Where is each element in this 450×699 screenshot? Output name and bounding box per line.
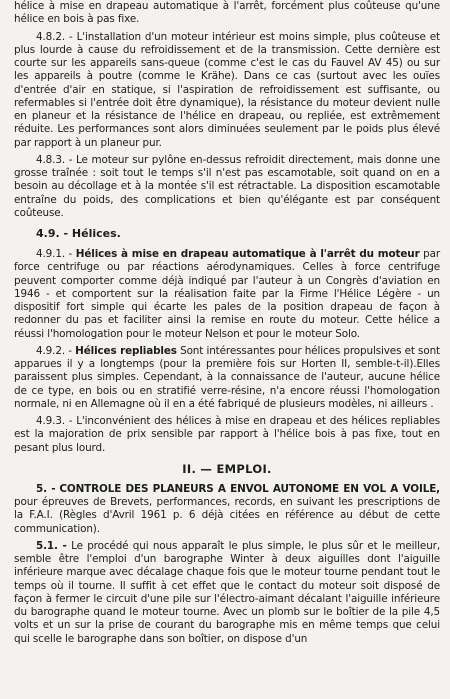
section-number: 5.1. - (36, 539, 67, 552)
section-heading-4-9 (14, 227, 440, 241)
paragraph-text: Le moteur sur pylône en-dessus refroidit directement, mais donne une grosse traînée : soit tout le temps s'il n'est pas escamotable, soit quand on en a besoin au décollage et à la montée s'il est rétractable. La disposition escamotable entraîne du poids, des complications et bien qu'élégante est par conséquent coûteuse. (14, 153, 440, 219)
paragraph-text: L'installation d'un moteur intérieur est moins simple, plus coûteuse et plus lourde à cause du refroidissement et de la transmission. Cette dernière est courte sur les appareils sans-queue (comme c'est le cas du Fauvel AV 45) ou sur les appareils à poutre (comme le Krähe). Dans ce cas (surtout avec les ouïes d'entrée d'air en statique, si l'aspiration de refroidissement est suffisante, ou refermables si l'entrée doit être dynamique), la résistance du moteur devient nulle en planeur et la résistance de l'hélice en drapeau, ou repliée, est extrêmement réduite. Les performances sont alors diminuées seulement par le poids plus élevé par rapport à un planeur pur. (14, 30, 440, 149)
paragraph-4-9-1 (14, 248, 440, 341)
paragraph-text: Sont intéressantes pour hélices propulsives et sont apparues il y a longtemps (pour la première fois sur Horten II, semble-t-il).Elles paraissent plus simples. Cependant, à la connaissance de l'auteur, aucune hélice de ce type, en bois ou en stratifié verre-résine, n'a encore réussi l'homologation normale, ni en Allemagne où il en a été fabriqué de plusieurs modèles, ni ailleurs . (14, 344, 440, 410)
section-number: 4.8.3. - (36, 153, 73, 166)
section-number: 4.9.3. - (36, 415, 73, 427)
section-title: CONTROLE DES PLANEURS A ENVOL AUTONOME EN VOL A VOILE, (59, 482, 440, 495)
section-number: 4.8.2. - (36, 30, 73, 43)
paragraph-text: pour épreuves de Brevets, performances, records, en suivant les prescriptions de la F.A.I. (Règles d'Avril 1961 p. 6 déjà citées en référence au début de cette communication). (14, 496, 440, 535)
paragraph-continued: hélice à mise en drapeau automatique à l'arrêt, forcément plus coûteuse qu'une hélice en bois à pas fixe. (14, 0, 440, 26)
chapter-heading: II. — EMPLOI. (182, 461, 272, 476)
paragraph-text: par force centrifuge ou par réactions aérodynamiques. Celles à force centrifuge peuvent comporter comme déjà indiqué par l'auteur à un Congrès d'aviation en 1946 - et comportent sur la réalisation faite par la Firme l'Hélice Légère - un dispositif fort simple qui écarte les pales de la position drapeau de façon à redonner du pas et faciliter ainsi la remise en route du moteur. Cette hélice a réussi l'homologation pour le moteur Nelson et pour le moteur Solo. (14, 248, 441, 340)
paragraph-title: Hélices repliables (75, 344, 177, 357)
section-number: 4.9.1. - (36, 248, 73, 260)
section-title: Hélices. (71, 227, 121, 240)
paragraph-text: L'inconvénient des hélices à mise en drapeau et des hélices repliables est la majoration de prix sensible par rapport à l'hélice bois à pas fixe, tout en pesant plus lourd. (14, 415, 441, 454)
paragraph-4-9-3 (14, 415, 440, 455)
section-number: 4.9. - (36, 227, 69, 240)
section-number: 4.9.2. - (36, 344, 72, 357)
section-number: 5. - (36, 482, 56, 495)
paragraph-4-9-2 (14, 345, 440, 411)
paragraph-4-8-3 (14, 154, 440, 220)
section-5 (14, 483, 440, 536)
paragraph-text: Le procédé qui nous apparaît le plus simple, le plus sûr et le meilleur, semble être l'emploi d'un barographe Winter à deux aiguilles dont l'aiguille inférieure marque avec décalage chaque fois que le moteur tourne pendant tout le temps où il tourne. Il suffit à cet effet que le contact du moteur soit disposé de façon à fermer le circuit d'une pile sur l'électro-aimant décalant l'aiguille inférieure du barographe quand le moteur tourne. Avec un plomb sur le boîtier de la pile 4,5 volts et un sur la prise de courant du barographe mis en même temps que celui qui scelle le barographe dans son boîtier, on dispose d'un (14, 539, 440, 645)
paragraph-5-1 (14, 540, 440, 646)
paragraph-title: Hélices à mise en drapeau automatique à l'arrêt du moteur (75, 248, 420, 260)
paragraph-4-8-2 (14, 31, 440, 150)
